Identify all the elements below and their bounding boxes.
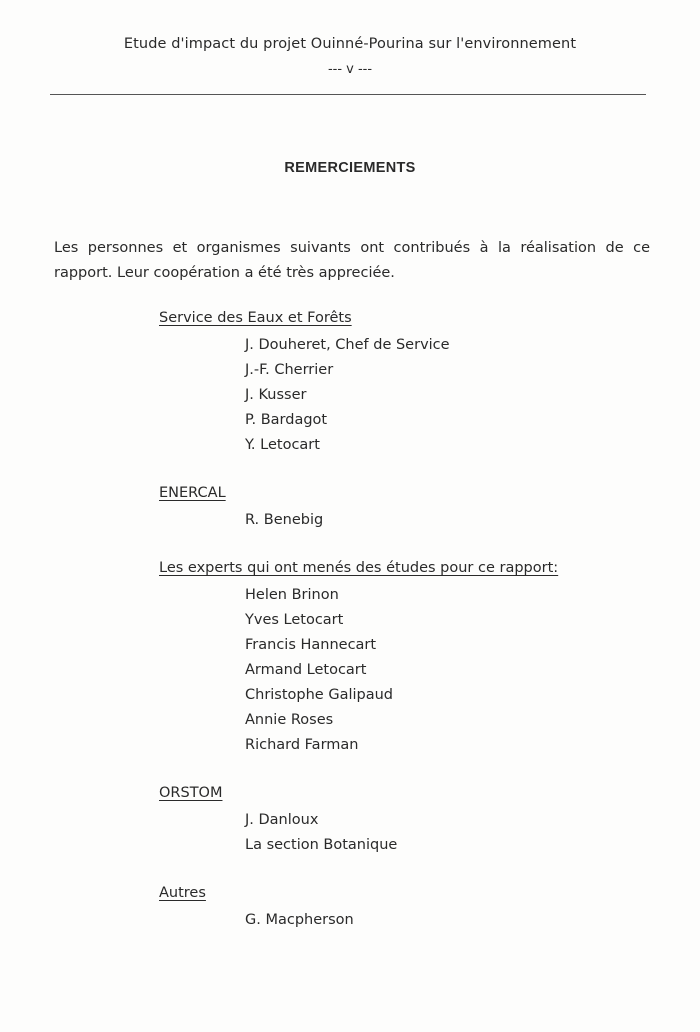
list-item: Yves Letocart	[245, 612, 344, 628]
list-item: J. Douheret, Chef de Service	[245, 337, 450, 353]
list-item: Annie Roses	[245, 712, 334, 728]
group-list-enercal	[245, 508, 323, 533]
list-item: Armand Letocart	[245, 662, 367, 678]
list-item: R. Benebig	[245, 512, 324, 528]
list-item: La section Botanique	[245, 837, 398, 853]
intro-paragraph: Les personnes et organismes suivants ont contribués à la réalisation de ce rapport. Leur coopération a été très appreciée.	[54, 240, 650, 281]
list-item: J.-F. Cherrier	[245, 362, 334, 378]
group-heading-enercal: ENERCAL	[159, 485, 226, 501]
section-title: REMERCIEMENTS	[284, 160, 416, 176]
list-item: Helen Brinon	[245, 587, 339, 603]
header-divider	[50, 94, 646, 95]
list-item: P. Bardagot	[245, 412, 328, 428]
group-heading-autres: Autres	[159, 885, 206, 901]
list-item: Christophe Galipaud	[245, 687, 394, 703]
group-list-eaux-forets	[245, 333, 450, 458]
group-list-experts	[245, 583, 393, 758]
list-item: Richard Farman	[245, 737, 359, 753]
page-number: --- v ---	[327, 62, 373, 77]
list-item: J. Kusser	[245, 387, 307, 403]
list-item: G. Macpherson	[245, 912, 354, 928]
group-heading-eaux-forets: Service des Eaux et Forêts	[159, 310, 352, 326]
group-heading-experts: Les experts qui ont menés des études pour ce rapport:	[159, 560, 559, 576]
list-item: J. Danloux	[245, 812, 319, 828]
group-list-orstom	[245, 808, 397, 858]
running-header-title: Etude d'impact du projet Ouinné-Pourina sur l'environnement	[123, 36, 577, 52]
group-list-autres	[245, 908, 354, 933]
list-item: Y. Letocart	[245, 437, 320, 453]
group-heading-orstom: ORSTOM	[159, 785, 223, 801]
list-item: Francis Hannecart	[245, 637, 377, 653]
